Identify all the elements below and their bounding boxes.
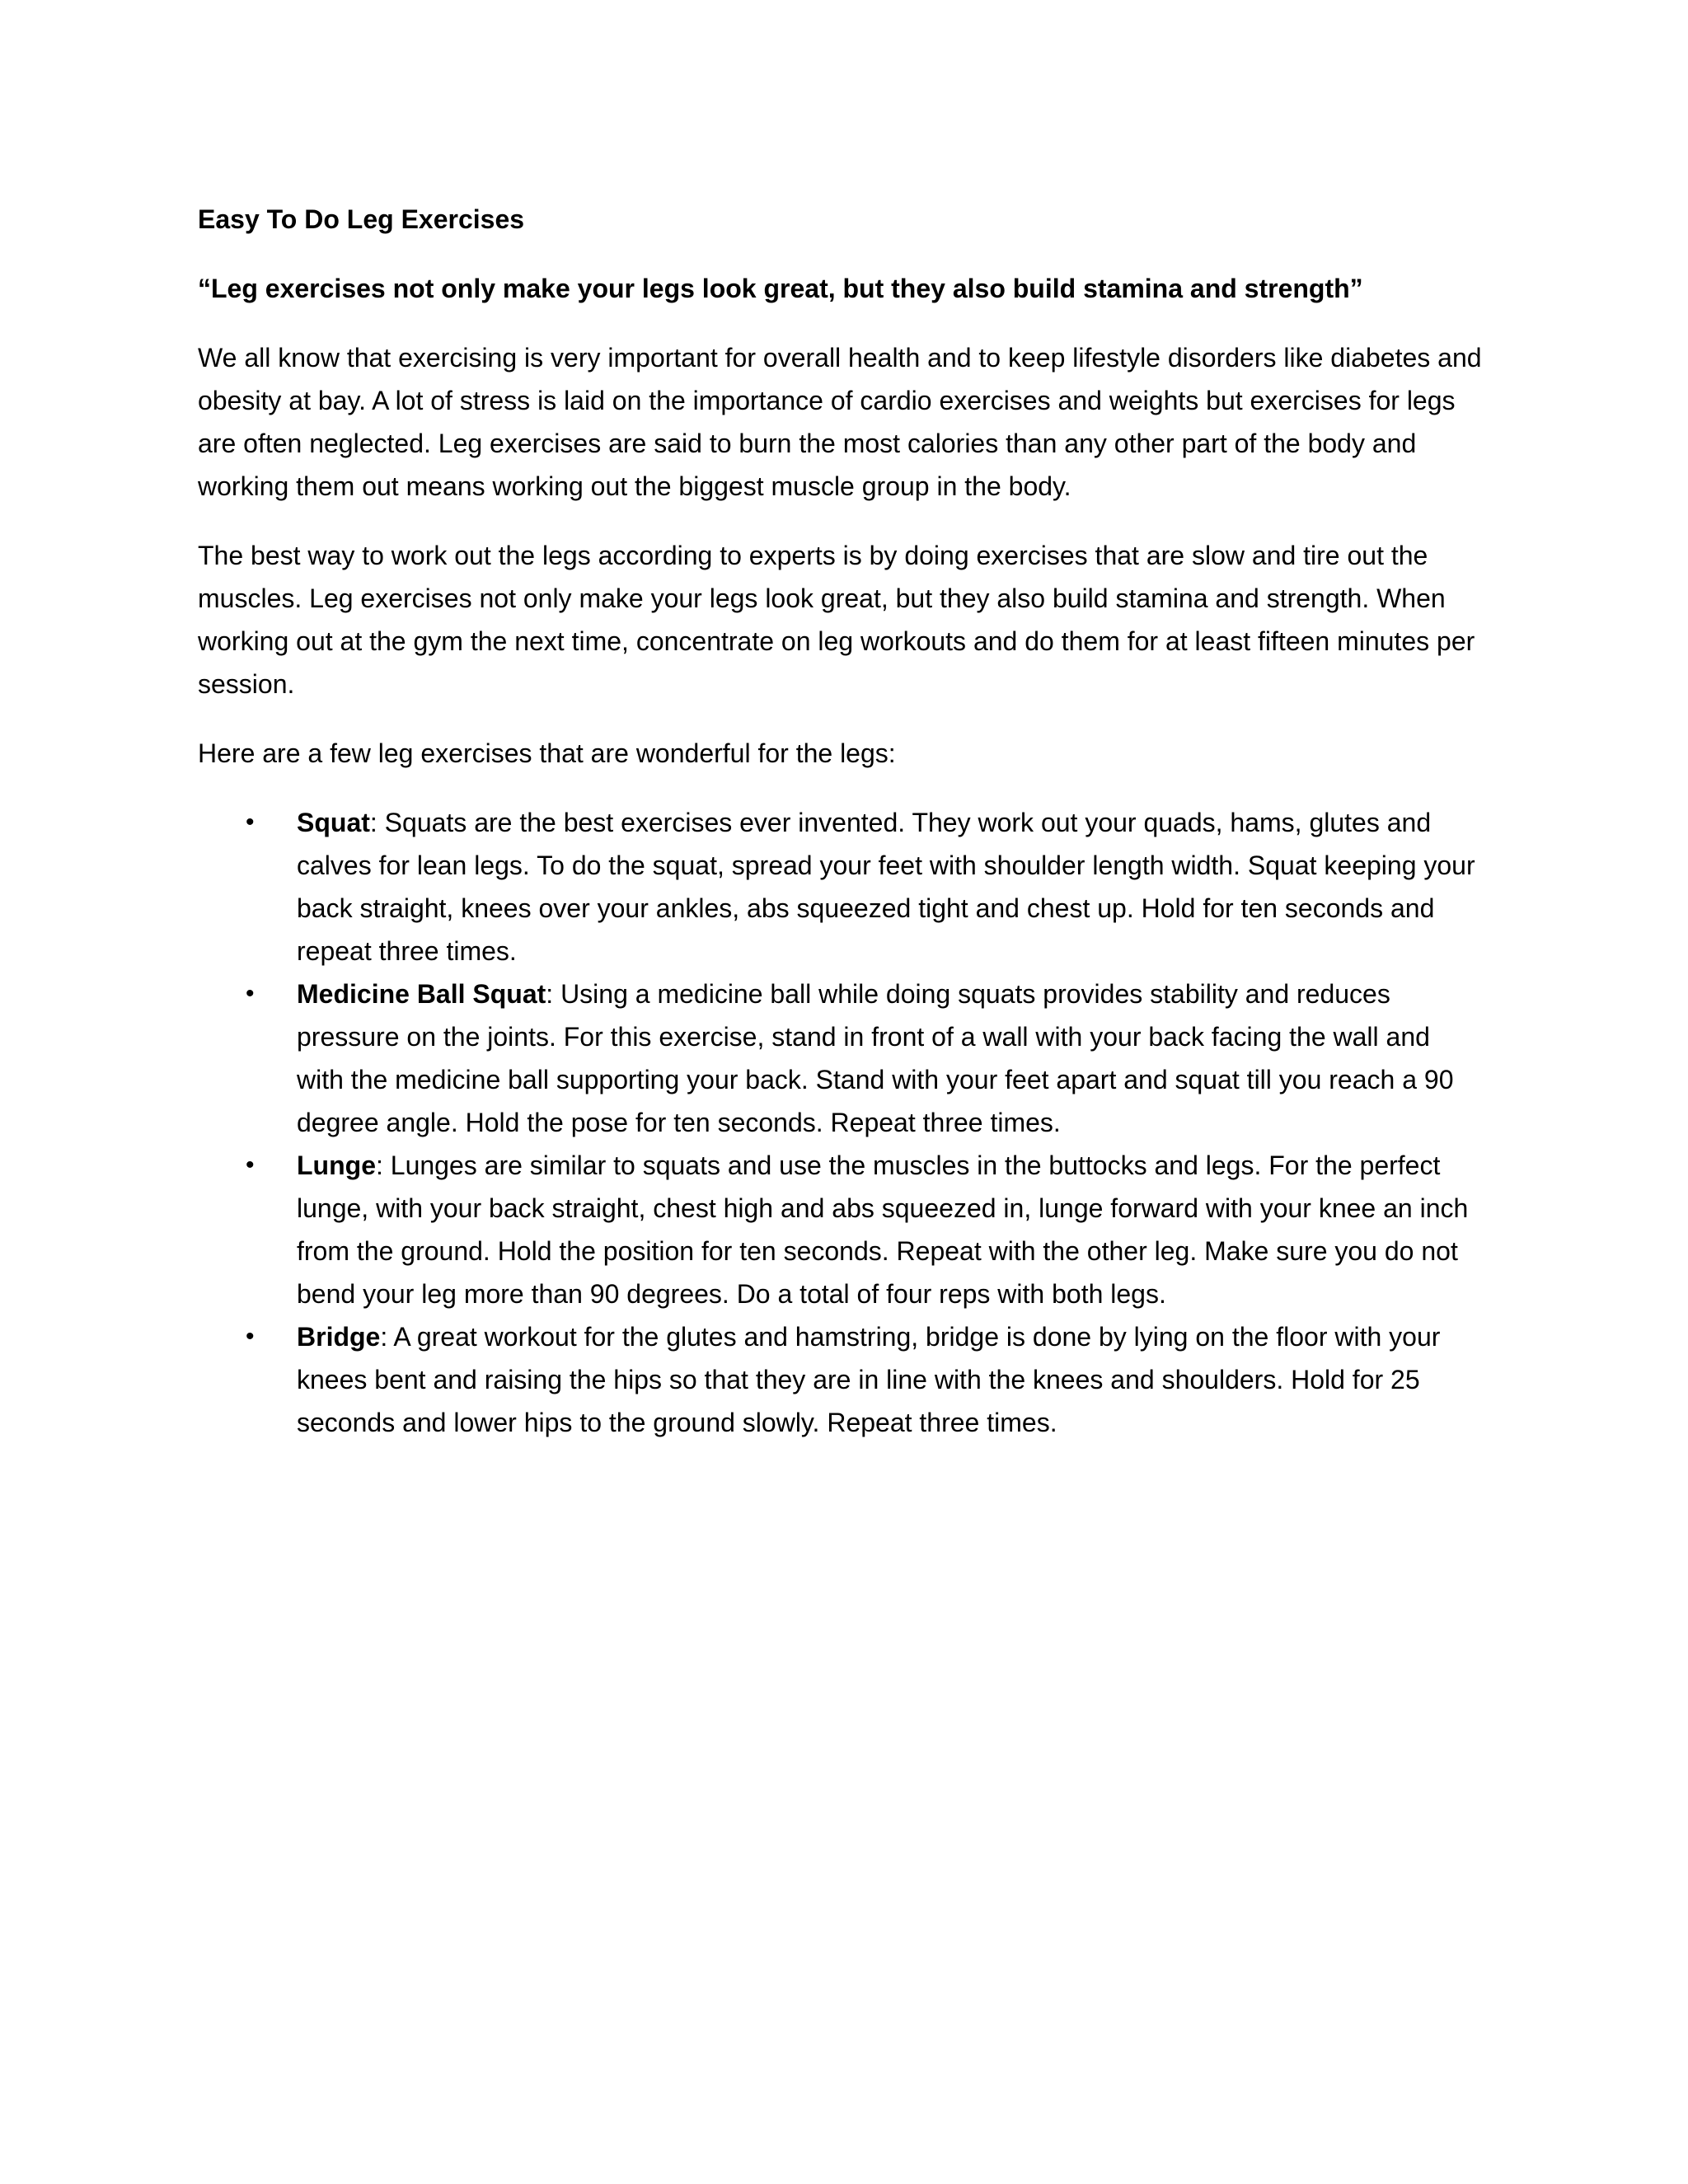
- paragraph-best-way: The best way to work out the legs according to experts is by doing exercises that are slow and tire out the muscles. Leg exercises not only make your legs look great, but they also build stamina and strength. When working out at the gym the next time, concentrate on leg workouts and do them for at least fifteen minutes per session.: [198, 541, 1475, 699]
- document-subtitle: “Leg exercises not only make your legs look great, but they also build stamina and strength”: [198, 274, 1363, 303]
- paragraph-intro: We all know that exercising is very important for overall health and to keep lifestyle disorders like diabetes and obesity at bay. A lot of stress is laid on the importance of cardio exercises and weights but exercises for legs are often neglected. Leg exercises are said to burn the most calories than any other part of the body and working them out means working out the biggest muscle group in the body.: [198, 343, 1482, 501]
- list-item: [198, 801, 1484, 972]
- exercise-list: [198, 801, 1484, 1444]
- list-item: [198, 1315, 1484, 1444]
- bullet-icon: •: [246, 1323, 255, 1350]
- exercise-name: Lunge: [297, 1151, 376, 1180]
- document-title: Easy To Do Leg Exercises: [198, 204, 525, 234]
- list-item: [198, 972, 1484, 1144]
- exercise-name: Medicine Ball Squat: [297, 979, 546, 1009]
- list-item: [198, 1144, 1484, 1315]
- bullet-icon: •: [246, 1151, 255, 1179]
- bullet-icon: •: [246, 808, 255, 836]
- document-page: [198, 198, 1484, 1444]
- exercise-description: : Using a medicine ball while doing squats provides stability and reduces pressure on the joints. For this exercise, stand in front of a wall with your back facing the wall and with the medicine ball supporting your back. Stand with your feet apart and squat till you reach a 90 degree angle. Hold the pose for ten seconds. Repeat three times.: [297, 979, 1454, 1137]
- exercise-description: : A great workout for the glutes and hamstring, bridge is done by lying on the floor with your knees bent and raising the hips so that they are in line with the knees and shoulders. Hold for 25 seconds and lower hips to the ground slowly. Repeat three times.: [297, 1322, 1441, 1437]
- paragraph-list-intro: Here are a few leg exercises that are wonderful for the legs:: [198, 738, 896, 768]
- exercise-name: Bridge: [297, 1322, 381, 1352]
- bullet-icon: •: [246, 980, 255, 1007]
- exercise-description: : Lunges are similar to squats and use the muscles in the buttocks and legs. For the perfect lunge, with your back straight, chest high and abs squeezed in, lunge forward with your knee an inch from the ground. Hold the position for ten seconds. Repeat with the other leg. Make sure you do not bend your leg more than 90 degrees. Do a total of four reps with both legs.: [297, 1151, 1469, 1309]
- exercise-name: Squat: [297, 808, 370, 837]
- exercise-description: : Squats are the best exercises ever invented. They work out your quads, hams, glutes and calves for lean legs. To do the squat, spread your feet with shoulder length width. Squat keeping your back straight, knees over your ankles, abs squeezed tight and chest up. Hold for ten seconds and repeat three times.: [297, 808, 1475, 966]
